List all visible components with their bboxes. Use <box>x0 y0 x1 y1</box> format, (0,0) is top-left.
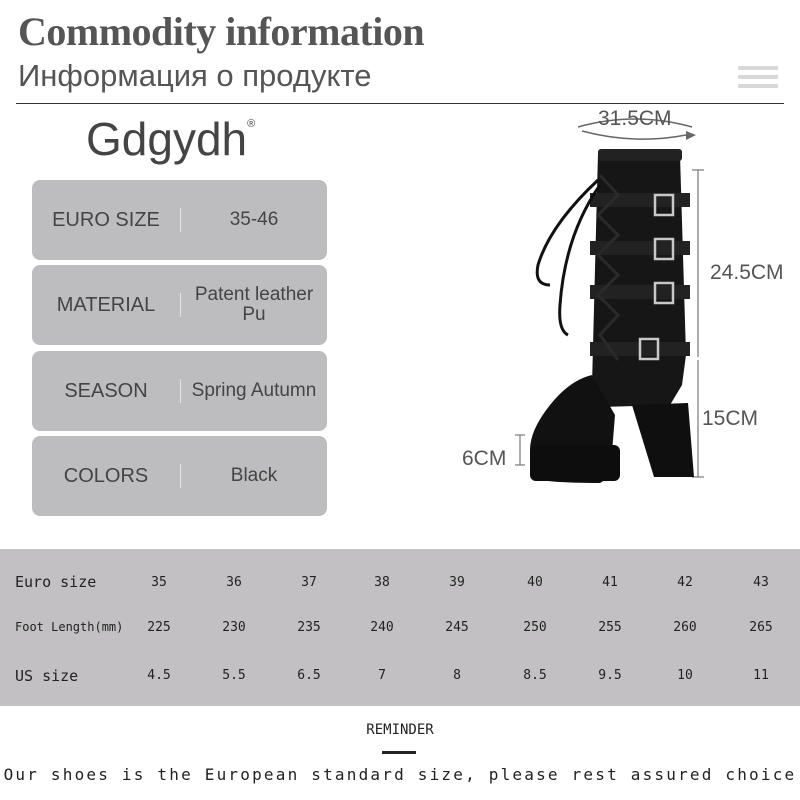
brand-logo <box>86 112 255 166</box>
table-cell: 11 <box>753 668 769 683</box>
circumference-label: 31.5CM <box>598 107 672 130</box>
table-cell: 35 <box>151 575 167 590</box>
table-cell: 9.5 <box>598 668 622 683</box>
table-cell: 39 <box>449 575 465 590</box>
table-cell: 245 <box>445 620 469 635</box>
platform-height-label: 6CM <box>462 447 507 470</box>
table-cell: 36 <box>226 575 242 590</box>
table-cell: 225 <box>147 620 171 635</box>
row-label: Foot Length(mm) <box>15 620 124 634</box>
spec-key: SEASON <box>64 379 148 402</box>
spec-value: Spring Autumn <box>191 380 317 401</box>
reminder-underline <box>382 751 416 754</box>
spec-card-colors <box>32 436 327 516</box>
menu-icon[interactable] <box>738 66 778 90</box>
table-cell: 230 <box>222 620 246 635</box>
table-cell: 8 <box>453 668 461 683</box>
spec-divider <box>180 379 181 403</box>
registered-mark: ® <box>247 118 256 130</box>
heel-height-label: 15CM <box>702 407 759 430</box>
spec-value: 35-46 <box>229 209 279 230</box>
boot-figure <box>450 105 795 525</box>
table-cell: 240 <box>370 620 394 635</box>
spec-card-season <box>32 351 327 431</box>
size-table <box>0 549 800 706</box>
table-cell: 10 <box>677 668 693 683</box>
table-cell: 42 <box>677 575 693 590</box>
table-cell: 8.5 <box>523 668 547 683</box>
table-cell: 5.5 <box>222 668 246 683</box>
table-cell: 43 <box>753 575 769 590</box>
shaft-height-label: 24.5CM <box>710 261 784 284</box>
spec-value: Patent leather Pu <box>194 284 314 325</box>
spec-card-euro-size <box>32 180 327 260</box>
title-en: Commodity information <box>18 9 425 54</box>
spec-key: EURO SIZE <box>52 208 160 231</box>
reminder-title: REMINDER <box>366 722 434 738</box>
title-divider <box>16 103 784 104</box>
table-cell: 7 <box>378 668 386 683</box>
table-cell: 265 <box>749 620 773 635</box>
spec-key: COLORS <box>63 464 149 487</box>
table-cell: 37 <box>301 575 317 590</box>
table-cell: 250 <box>523 620 547 635</box>
brand-name: Gdgydh <box>86 113 248 165</box>
spec-card-material <box>32 265 327 345</box>
table-cell: 41 <box>602 575 618 590</box>
spec-value: Black <box>230 465 278 486</box>
spec-divider <box>180 464 181 488</box>
spec-divider <box>180 208 181 232</box>
spec-divider <box>180 293 181 317</box>
table-cell: 40 <box>527 575 543 590</box>
table-cell: 260 <box>673 620 697 635</box>
table-cell: 255 <box>598 620 622 635</box>
title-ru: Информация о продукте <box>18 58 372 93</box>
row-label: Euro size <box>15 573 97 591</box>
spec-key: MATERIAL <box>56 293 156 316</box>
table-cell: 6.5 <box>297 668 321 683</box>
table-cell: 38 <box>374 575 390 590</box>
row-label: US size <box>15 667 79 685</box>
reminder-text: Our shoes is the European standard size, please rest assured choice <box>3 765 797 784</box>
table-cell: 235 <box>297 620 321 635</box>
table-cell: 4.5 <box>147 668 171 683</box>
